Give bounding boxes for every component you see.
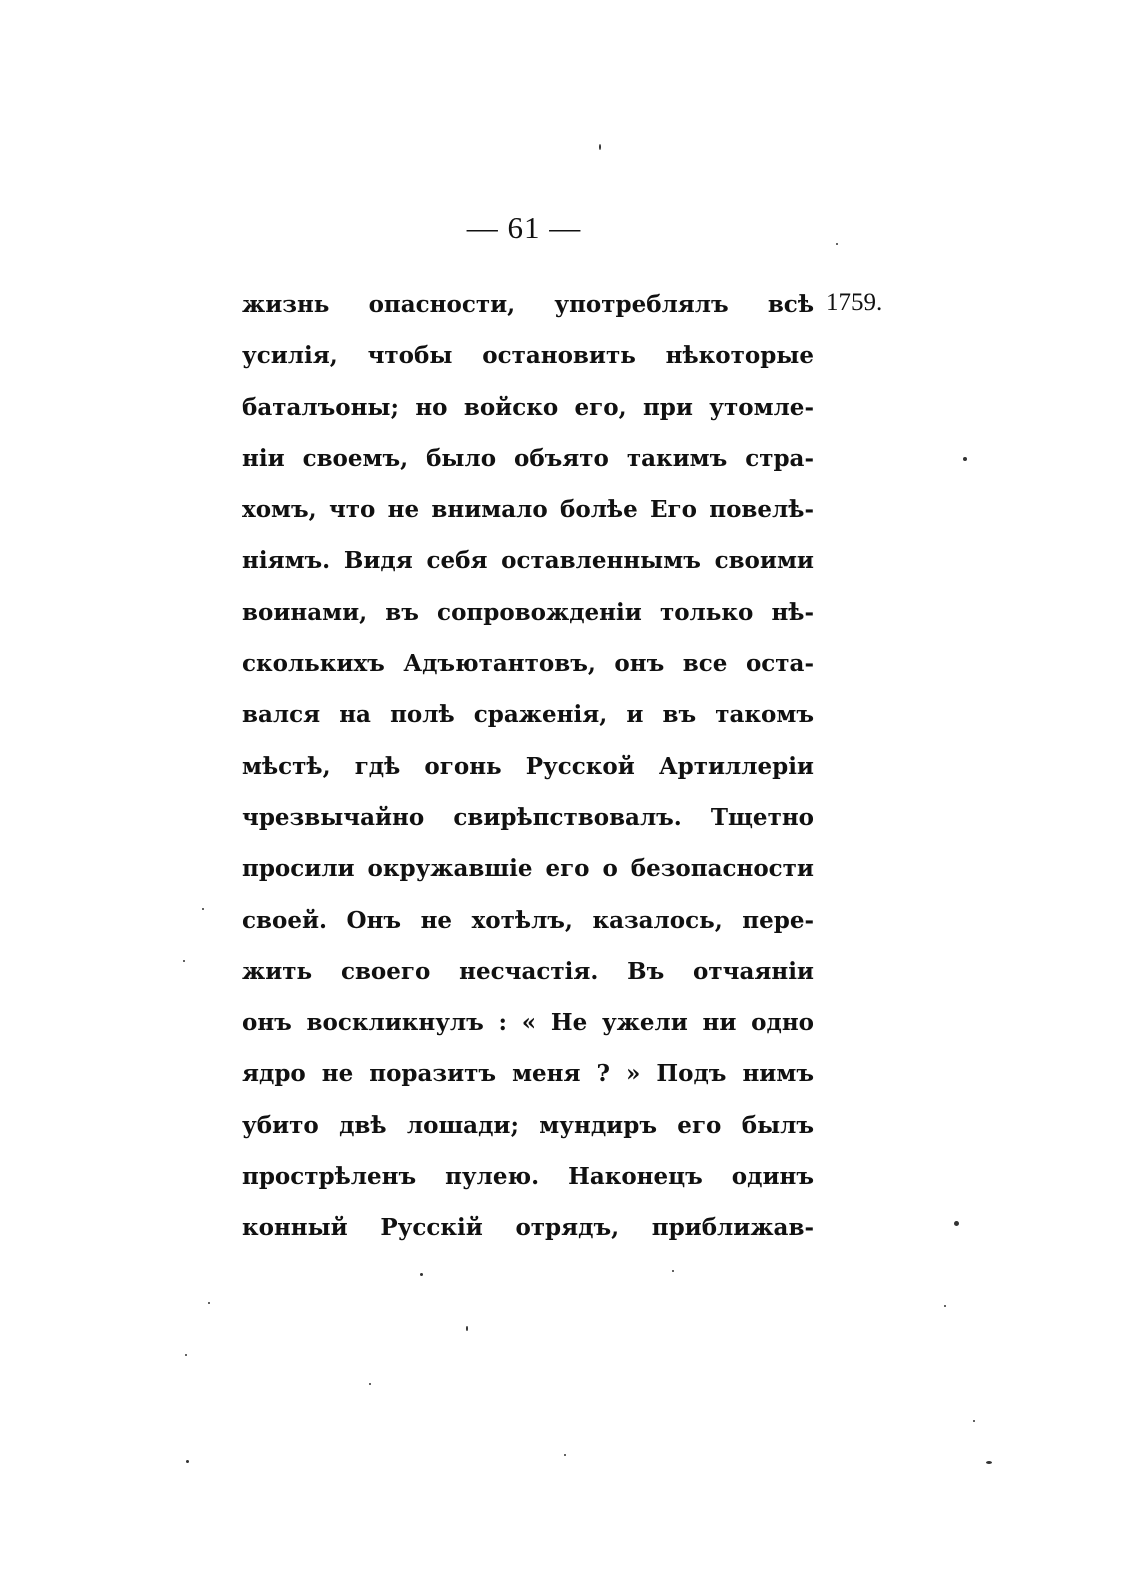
text-line: жить своего несчастія. Въ отчаяніи <box>242 957 814 985</box>
scan-speck <box>208 1302 210 1304</box>
scan-speck <box>672 1270 674 1272</box>
text-line: просили окружавшіе его о безопасности <box>242 855 814 883</box>
text-line: мѣстѣ, гдѣ огонь Русской Артиллеріи <box>242 752 814 780</box>
text-line: сколькихъ Адъютантовъ, онъ все оста- <box>242 650 814 678</box>
text-line: ядро не поразитъ меня ? » Подъ нимъ <box>242 1060 814 1088</box>
text-line: вался на полѣ сраженія, и въ такомъ <box>242 701 814 729</box>
scan-speck <box>186 1460 189 1463</box>
text-line: воинами, въ сопровожденіи только нѣ- <box>242 598 814 626</box>
body-text <box>242 279 814 1254</box>
scan-speck <box>183 960 185 962</box>
margin-year-note: 1759. <box>826 289 883 316</box>
text-line: хомъ, что не внимало болѣе Его повелѣ- <box>242 496 814 524</box>
text-line: убито двѣ лошади; мундиръ его былъ <box>242 1111 814 1139</box>
scan-speck <box>944 1305 946 1307</box>
scan-speck <box>185 1354 187 1356</box>
scan-speck <box>369 1383 371 1385</box>
text-line: онъ воскликнулъ : « Не ужели ни одно <box>242 1009 814 1037</box>
page-number: — 61 — <box>466 210 582 245</box>
text-line: жизнь опасности, употреблялъ всѣ <box>242 291 814 318</box>
scan-speck <box>963 457 967 461</box>
scan-speck <box>836 243 838 245</box>
text-line: ніямъ. Видя себя оставленнымъ своими <box>242 547 814 575</box>
text-line: чрезвычайно свирѣпствовалъ. Тщетно <box>242 803 814 831</box>
text-line: баталъоны; но войско его, при утомле- <box>242 393 814 421</box>
text-line: усилія, чтобы остановить нѣкоторые <box>242 342 814 370</box>
text-line: ніи своемъ, было объято такимъ стра- <box>242 444 814 472</box>
scan-speck <box>564 1454 566 1456</box>
scan-speck <box>954 1221 959 1226</box>
scan-speck <box>973 1420 975 1422</box>
text-line: прострѣленъ пулею. Наконецъ одинъ <box>242 1163 814 1191</box>
scan-speck <box>986 1461 992 1464</box>
text-line: конный Русскій отрядъ, приближав- <box>242 1214 814 1242</box>
text-line: своей. Онъ не хотѣлъ, казалось, пере- <box>242 906 814 934</box>
scan-speck <box>466 1326 468 1331</box>
scan-speck <box>420 1273 423 1276</box>
scan-speck <box>202 908 204 910</box>
scan-speck <box>599 144 601 150</box>
